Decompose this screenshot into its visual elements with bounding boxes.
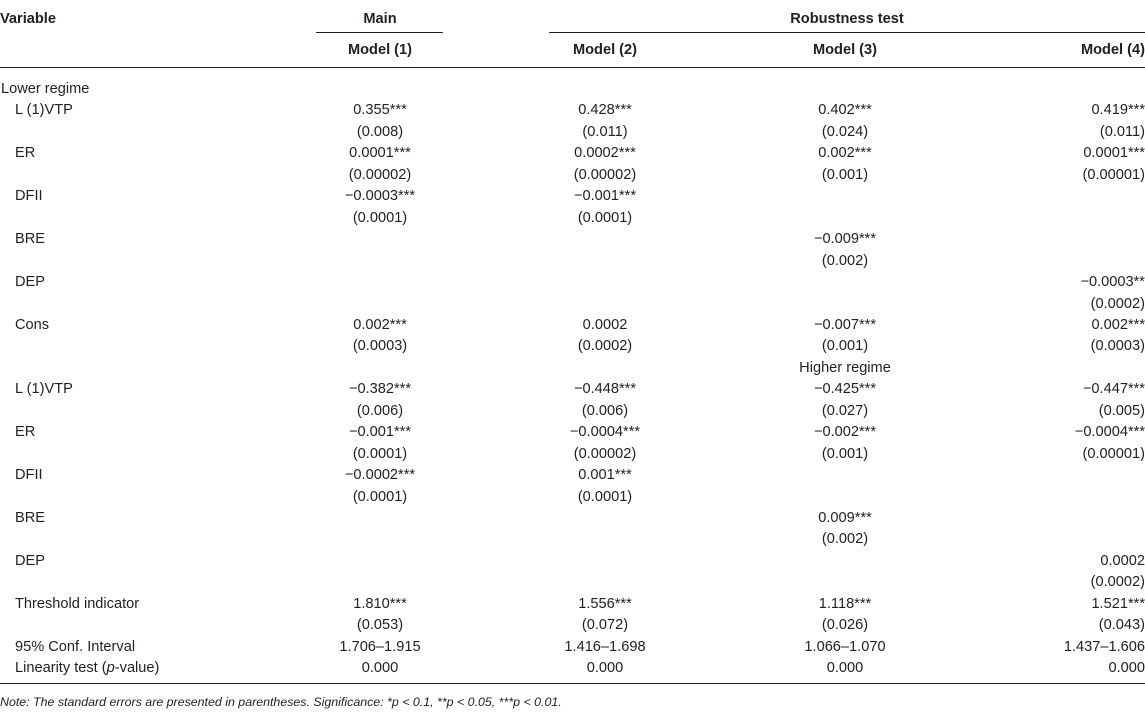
- cell-model-2: −0.0004***: [569, 424, 641, 441]
- cell-model-4: (0.011): [1099, 123, 1145, 140]
- variable-label: BRE: [15, 510, 46, 526]
- cell-model-4: 0.419***: [1091, 102, 1145, 119]
- table-row-standard-error: [0, 294, 1145, 315]
- cell-model-1: (0.008): [356, 123, 404, 140]
- table-row: [0, 637, 1145, 658]
- table-row: [0, 465, 1145, 486]
- cell-model-1: [315, 572, 445, 593]
- cell-model-3: (0.001): [821, 338, 869, 355]
- cell-model-1: 0.0001***: [349, 145, 411, 162]
- variable-label: DFII: [15, 467, 43, 484]
- cell-model-2: (0.00002): [573, 166, 637, 183]
- cell-model-4: (0.0003): [1090, 338, 1145, 355]
- section-label: [0, 358, 201, 379]
- cell-model-1: 1.810***: [353, 595, 407, 612]
- cell-model-2: 0.001***: [578, 467, 632, 484]
- cell-model-4: (0.005): [1098, 402, 1145, 419]
- table-row-section: [0, 79, 1145, 100]
- main-group-underline: [316, 32, 443, 33]
- cell-model-1: (0.0001): [352, 445, 408, 462]
- cell-model-4: −0.0004***: [1074, 424, 1145, 441]
- cell-model-4: (0.0002): [1090, 295, 1145, 312]
- cell-model-2: 0.0002: [582, 316, 628, 333]
- cell-model-3: −0.002***: [813, 424, 877, 441]
- cell-model-4: −0.447***: [1082, 381, 1145, 398]
- cell-model-1: (0.0001): [352, 488, 408, 505]
- table-note-text: Note: The standard errors are presented in parentheses. Significance: *p < 0.1, **p < 0.05, ***p < 0.01.: [0, 695, 562, 709]
- cell-model-4: (0.0002): [1090, 574, 1145, 591]
- table-bottom-rule: [0, 683, 1145, 684]
- table-row: [0, 422, 1145, 443]
- table-row-standard-error: [0, 444, 1145, 465]
- cell-model-3: 0.009***: [818, 510, 872, 526]
- cell-model-3: [780, 487, 910, 508]
- variable-label: [0, 572, 215, 593]
- table-row-standard-error: [0, 529, 1145, 550]
- cell-model-1: [315, 358, 445, 379]
- cell-model-1: [315, 529, 445, 550]
- cell-model-4: [1015, 251, 1145, 272]
- table-row: [0, 658, 1145, 679]
- variable-label: [0, 122, 215, 143]
- variable-label: [0, 444, 215, 465]
- cell-model-4: [1015, 208, 1145, 229]
- cell-model-2: (0.0001): [577, 209, 633, 226]
- variable-label: DFII: [15, 188, 43, 205]
- cell-model-4: (0.043): [1098, 617, 1145, 634]
- cell-model-3: −0.425***: [813, 381, 877, 398]
- variable-label: [0, 294, 215, 315]
- variable-label: [0, 251, 215, 272]
- cell-model-4: (0.00001): [1082, 166, 1145, 183]
- cell-model-3: [780, 186, 910, 207]
- cell-model-2: (0.0001): [577, 488, 633, 505]
- variable-label: L (1)VTP: [15, 381, 73, 398]
- variable-label: DEP: [15, 274, 46, 291]
- table-row-standard-error: [0, 615, 1145, 636]
- variable-label: ER: [15, 145, 36, 162]
- cell-model-2: (0.00002): [573, 445, 637, 462]
- table-row: [0, 315, 1145, 336]
- cell-model-2: [540, 358, 670, 379]
- cell-model-4: 0.002***: [1091, 316, 1145, 333]
- cell-model-4: [1015, 358, 1145, 379]
- cell-model-3: (0.026): [821, 617, 869, 634]
- cell-model-2: (0.072): [581, 617, 629, 634]
- cell-model-4: [1015, 487, 1145, 508]
- cell-model-1: [315, 79, 445, 100]
- cell-model-4: 1.437–1.606: [1063, 638, 1145, 655]
- variable-label: [0, 529, 215, 550]
- table-row: [0, 143, 1145, 164]
- header-group-main: Main: [363, 11, 397, 27]
- cell-model-3: 0.402***: [818, 102, 872, 119]
- cell-model-3: 0.000: [826, 660, 864, 677]
- cell-model-4: 0.0002: [1100, 552, 1145, 569]
- table-row-standard-error: [0, 165, 1145, 186]
- table-row-standard-error: [0, 336, 1145, 357]
- table-row: [0, 551, 1145, 572]
- variable-label: ER: [15, 424, 36, 441]
- cell-model-4: [1015, 465, 1145, 486]
- cell-model-3: [780, 572, 910, 593]
- cell-model-1: 0.000: [361, 660, 399, 677]
- cell-model-4: 0.0001***: [1083, 145, 1145, 162]
- cell-model-3: (0.001): [821, 445, 869, 462]
- cell-model-2: [540, 229, 670, 250]
- cell-model-2: [540, 79, 670, 100]
- cell-model-4: [1015, 79, 1145, 100]
- variable-label: [0, 401, 215, 422]
- variable-label: Threshold indicator: [15, 595, 140, 612]
- variable-label: [0, 615, 215, 636]
- table-row: [0, 229, 1145, 250]
- cell-model-3: −0.009***: [813, 231, 877, 248]
- cell-model-4: [1015, 529, 1145, 550]
- cell-model-1: −0.001***: [348, 424, 412, 441]
- table-row: [0, 100, 1145, 121]
- cell-model-4: 0.000: [1108, 660, 1145, 677]
- cell-model-1: (0.0001): [352, 209, 408, 226]
- cell-model-2: [540, 551, 670, 572]
- header-model-2: Model (2): [572, 42, 638, 58]
- cell-model-1: [315, 551, 445, 572]
- cell-model-3: 1.066–1.070: [804, 638, 886, 655]
- cell-model-3: [780, 272, 910, 293]
- cell-model-3: [780, 208, 910, 229]
- cell-model-4: [1015, 186, 1145, 207]
- table-row-standard-error: [0, 251, 1145, 272]
- cell-model-1: −0.0002***: [344, 467, 416, 484]
- cell-model-4: [1015, 508, 1145, 529]
- cell-model-2: [540, 508, 670, 529]
- cell-model-1: (0.00002): [348, 166, 412, 183]
- table-note: [0, 693, 562, 711]
- cell-model-2: 0.000: [586, 660, 624, 677]
- variable-label: Cons: [15, 316, 50, 333]
- header-model-1: Model (1): [347, 42, 413, 58]
- cell-model-3: [780, 79, 910, 100]
- variable-label: L (1)VTP: [15, 102, 73, 119]
- cell-model-4: [1015, 229, 1145, 250]
- section-label: Lower regime: [1, 81, 90, 97]
- cell-model-2: [540, 251, 670, 272]
- cell-model-3: (0.027): [821, 402, 869, 419]
- variable-label: [0, 165, 215, 186]
- cell-model-3: 1.118***: [818, 595, 872, 612]
- cell-model-3: (0.024): [821, 123, 869, 140]
- cell-model-3: (0.002): [821, 252, 869, 269]
- variable-label: [0, 336, 215, 357]
- variable-label: Linearity test (p-value): [15, 660, 160, 677]
- cell-model-1: −0.0003***: [344, 188, 416, 205]
- cell-model-1: [315, 294, 445, 315]
- cell-model-1: 1.706–1.915: [339, 638, 421, 655]
- table-row: [0, 508, 1145, 529]
- cell-model-2: 0.0002***: [574, 145, 636, 162]
- cell-model-4: −0.0003**: [1080, 274, 1145, 291]
- variable-label: [0, 487, 215, 508]
- cell-model-3: 0.002***: [818, 145, 872, 162]
- cell-model-2: 1.416–1.698: [564, 638, 646, 655]
- table-row: [0, 594, 1145, 615]
- table-row-standard-error: [0, 401, 1145, 422]
- cell-model-3: Higher regime: [799, 359, 891, 376]
- cell-model-1: [315, 251, 445, 272]
- cell-model-3: [780, 551, 910, 572]
- variable-label: BRE: [15, 231, 46, 248]
- cell-model-3: [780, 294, 910, 315]
- cell-model-2: 0.428***: [578, 102, 632, 119]
- table-row: [0, 186, 1145, 207]
- header-group-robustness: Robustness test: [790, 11, 904, 27]
- cell-model-2: −0.001***: [573, 188, 637, 205]
- cell-model-2: (0.0002): [577, 338, 633, 355]
- cell-model-3: (0.002): [821, 531, 869, 548]
- table-row-standard-error: [0, 572, 1145, 593]
- cell-model-1: (0.0003): [352, 338, 408, 355]
- cell-model-2: (0.006): [581, 402, 629, 419]
- cell-model-1: [315, 272, 445, 293]
- cell-model-1: −0.382***: [348, 381, 412, 398]
- cell-model-2: 1.556***: [578, 595, 632, 612]
- variable-label: [0, 208, 215, 229]
- cell-model-2: [540, 572, 670, 593]
- cell-model-2: [540, 529, 670, 550]
- cell-model-2: [540, 272, 670, 293]
- table-row-section: [0, 358, 1145, 379]
- cell-model-2: −0.448***: [573, 381, 637, 398]
- cell-model-1: [315, 229, 445, 250]
- cell-model-3: [780, 465, 910, 486]
- header-model-4: Model (4): [1080, 42, 1145, 58]
- cell-model-1: (0.053): [356, 617, 404, 634]
- cell-model-1: (0.006): [356, 402, 404, 419]
- header-bottom-rule: [0, 67, 1145, 68]
- robustness-group-underline: [549, 32, 1145, 33]
- variable-label: 95% Conf. Interval: [15, 638, 136, 655]
- cell-model-3: (0.001): [821, 166, 869, 183]
- table-row-standard-error: [0, 122, 1145, 143]
- variable-label: DEP: [15, 552, 46, 569]
- cell-model-2: [540, 294, 670, 315]
- cell-model-1: 0.002***: [353, 316, 407, 333]
- cell-model-1: 0.355***: [353, 102, 407, 119]
- table-row: [0, 379, 1145, 400]
- cell-model-2: (0.011): [582, 123, 628, 140]
- cell-model-1: [315, 508, 445, 529]
- header-variable: Variable: [0, 11, 56, 27]
- cell-model-4: (0.00001): [1082, 445, 1145, 462]
- table-row-standard-error: [0, 487, 1145, 508]
- cell-model-4: 1.521***: [1091, 595, 1145, 612]
- cell-model-3: −0.007***: [813, 316, 877, 333]
- header-model-3: Model (3): [812, 42, 878, 58]
- table-row-standard-error: [0, 208, 1145, 229]
- table-row: [0, 272, 1145, 293]
